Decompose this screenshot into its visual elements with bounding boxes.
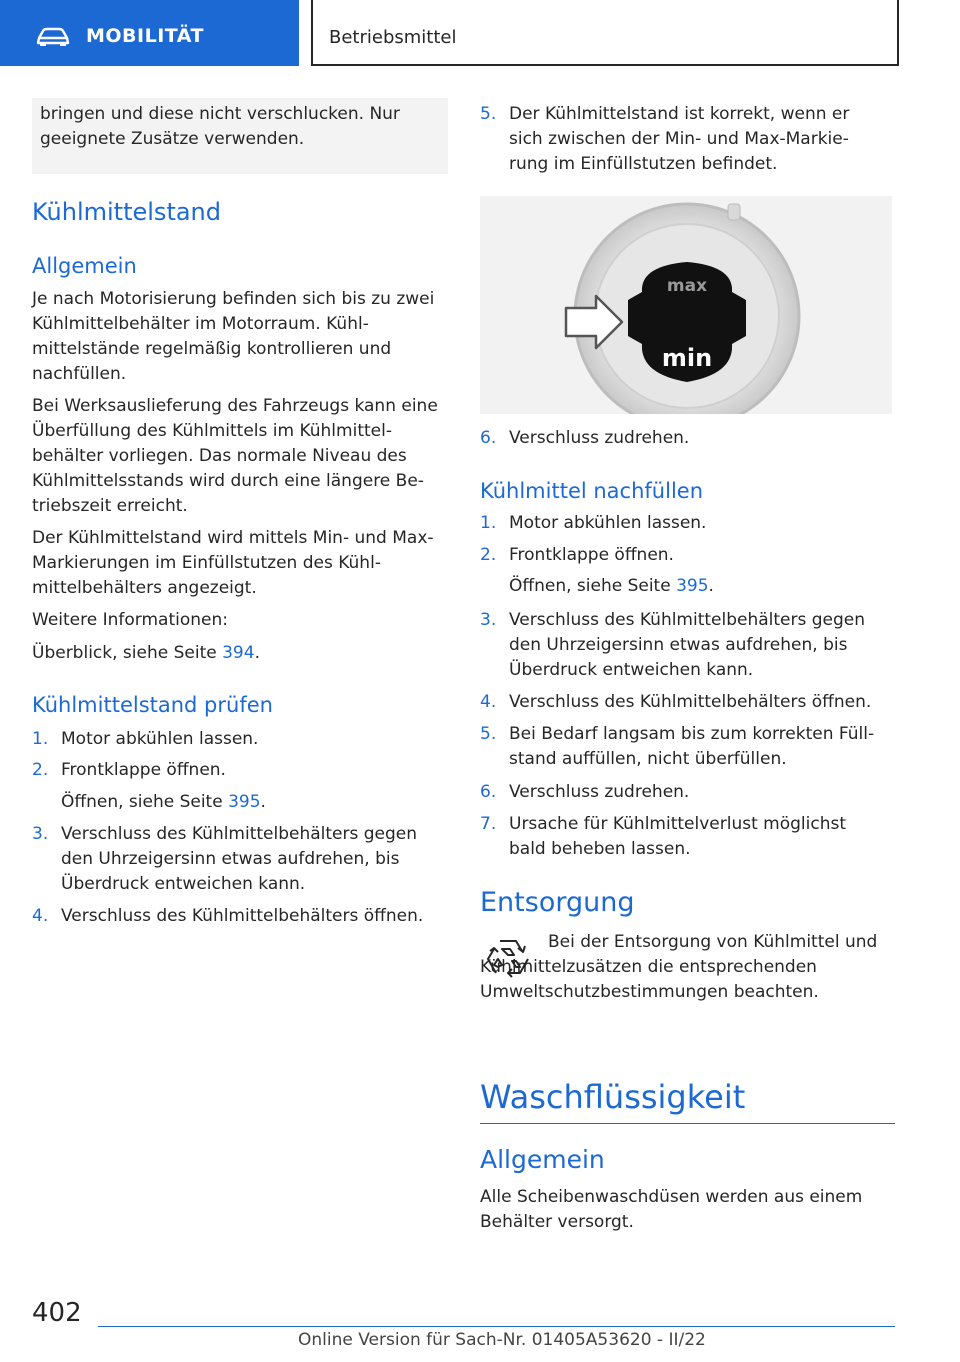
overview-end: . [254, 643, 260, 663]
step-text: Der Kühlmittelstand ist korrekt, wenn er sich zwischen der Min- und Max-Markierung im Einfüllstutzen befindet. [509, 104, 850, 174]
step-text: Verschluss zudrehen. [509, 428, 690, 448]
step-number: 7. [480, 814, 497, 834]
overview-page-link[interactable]: 394 [222, 643, 255, 663]
step-text: Bei Bedarf langsam bis zum korrekten Füllstand auffüllen, nicht überfüllen. [509, 724, 875, 769]
step-number: 1. [480, 513, 497, 533]
step-text: Verschluss des Kühlmittelbehälters öffnen. [61, 906, 424, 926]
open-ref-text: Öffnen, siehe Seite [509, 576, 677, 596]
section-title: MOBILITÄT [86, 25, 204, 47]
open-page-link[interactable]: 395 [676, 576, 709, 596]
step-number: 3. [32, 824, 49, 844]
coolant-cap-illustration [480, 196, 892, 414]
step-number: 2. [32, 760, 49, 780]
step-text: Verschluss des Kühlmittelbehälters gegen den Uhrzeigersinn etwas aufdrehen, bis Überdruck entweichen kann. [509, 610, 866, 680]
max-label: max [666, 276, 708, 296]
footer-divider [98, 1326, 895, 1327]
heading-disposal: Entsorgung [480, 887, 635, 918]
open-ref-end: . [260, 792, 266, 812]
heading-refill-coolant: Kühlmittel nachfüllen [480, 479, 704, 503]
heading-washer-fluid: Waschflüssigkeit [480, 1078, 746, 1116]
step-number: 6. [480, 782, 497, 802]
overview-text: Überblick, siehe Seite [32, 643, 223, 663]
open-page-link[interactable]: 395 [228, 792, 261, 812]
more-info-label: Weitere Informationen: [32, 610, 228, 630]
heading-general: Allgemein [32, 254, 137, 278]
open-reference [509, 574, 714, 599]
step-text: Frontklappe öffnen. [61, 760, 226, 780]
chapter-tab [311, 0, 899, 66]
note-box [32, 98, 448, 174]
step-number: 5. [480, 724, 497, 744]
footer-online-version: Online Version für Sach-Nr. 01405A53620 - II/22 [298, 1330, 706, 1350]
step-number: 4. [480, 692, 497, 712]
step-text: Verschluss des Kühlmittelbehälters gegen den Uhrzeigersinn etwas aufdrehen, bis Überdruck entweichen kann. [61, 824, 418, 894]
step-number: 6. [480, 428, 497, 448]
heading-coolant-level: Kühlmittelstand [32, 198, 221, 226]
open-ref-end: . [708, 576, 714, 596]
step-text: Verschluss zudrehen. [509, 782, 690, 802]
section-tab [0, 0, 299, 66]
section-divider [480, 1123, 895, 1124]
heading-check-coolant: Kühlmittelstand prüfen [32, 693, 273, 717]
step-text: Motor abkühlen lassen. [509, 513, 707, 533]
washer-text: Alle Scheibenwaschdüsen werden aus einem Behälter versorgt. [480, 1187, 863, 1232]
paragraph-markings: Der Kühlmittelstand wird mittels Min- und Max-Markierungen im Einfüllstutzen des Kühlmittelbehälters angezeigt. [32, 528, 434, 598]
heading-washer-general: Allgemein [480, 1145, 605, 1174]
disposal-paragraph: Bei der Entsorgung von Kühlmittel und Kühlmittelzusätzen die entsprechenden Umweltschutzbestimmungen beachten. [480, 932, 878, 1002]
step-text: Verschluss des Kühlmittelbehälters öffnen. [509, 692, 872, 712]
paragraph-overfill: Bei Werksauslieferung des Fahrzeugs kann eine Überfüllung des Kühlmittels im Kühlmittelbehälter vorliegen. Das normale Niveau des Kühlmittelsstands wird durch eine längere Betriebszeit erreicht. [32, 396, 438, 516]
chapter-title: Betriebsmittel [329, 27, 457, 48]
step-number: 5. [480, 104, 497, 124]
open-reference [61, 790, 266, 815]
step-text: Ursache für Kühlmittelverlust möglichst bald beheben lassen. [509, 814, 846, 859]
step-number: 2. [480, 545, 497, 565]
step-number: 4. [32, 906, 49, 926]
page-number: 402 [32, 1298, 82, 1328]
step-number: 3. [480, 610, 497, 630]
open-ref-text: Öffnen, siehe Seite [61, 792, 229, 812]
paragraph-coolant-tanks: Je nach Motorisierung befinden sich bis zu zwei Kühlmittelbehälter im Motorraum. Kühlmittelstände regelmäßig kontrollieren und nachfüllen. [32, 289, 435, 384]
coolant-filler-figure [480, 196, 892, 414]
car-icon [36, 27, 70, 47]
step-text: Frontklappe öffnen. [509, 545, 674, 565]
note-text: bringen und diese nicht verschlucken. Nur geeignete Zusätze verwenden. [40, 104, 400, 149]
step-text: Motor abkühlen lassen. [61, 729, 259, 749]
min-label: min [661, 344, 713, 372]
overview-reference [32, 641, 448, 666]
step-number: 1. [32, 729, 49, 749]
